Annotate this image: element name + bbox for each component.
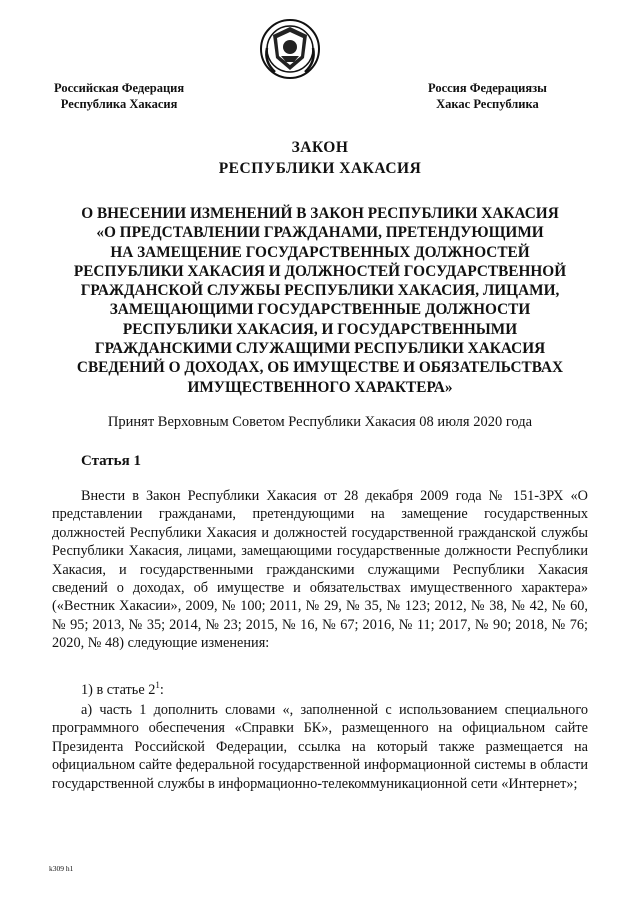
- item-1: [81, 681, 164, 699]
- item-1-colon: :: [159, 682, 164, 698]
- republic-name-ru: Республика Хакасия: [60, 97, 178, 111]
- country-name-ru: Российская Федерация: [54, 81, 185, 95]
- header-right: [428, 80, 547, 112]
- adoption-note: Принят Верховным Советом Республики Хакасия 08 июля 2020 года: [107, 414, 533, 430]
- subject-line: ИМУЩЕСТВЕННОГО ХАРАКТЕРА»: [187, 378, 453, 396]
- law-title: [0, 137, 640, 179]
- subject-line: НА ЗАМЕЩЕНИЕ ГОСУДАРСТВЕННЫХ ДОЛЖНОСТЕЙ: [110, 243, 530, 261]
- subitem-a: а) часть 1 дополнить словами «, заполненной с использованием специального программного обеспечения «Справки БК», размещенного на официальном сайте Президента Российской Федерации, ссылка на который также размещается на официальном сайте федеральной государственной информационной системы в области государственной службы в информационно-телекоммуникационной сети «Интернет»;: [52, 702, 588, 792]
- coat-of-arms-icon: [259, 18, 321, 80]
- subject-line: О ВНЕСЕНИИ ИЗМЕНЕНИЙ В ЗАКОН РЕСПУБЛИКИ ХАКАСИЯ: [81, 205, 559, 222]
- subject-line: РЕСПУБЛИКИ ХАКАСИЯ, И ГОСУДАРСТВЕННЫМИ: [122, 320, 518, 338]
- law-title-line: РЕСПУБЛИКИ ХАКАСИЯ: [218, 160, 422, 177]
- item-1-text: 1) в статье 2: [81, 682, 156, 698]
- subject-line: ГРАЖДАНСКОЙ СЛУЖБЫ РЕСПУБЛИКИ ХАКАСИЯ, ЛИЦАМИ,: [80, 282, 560, 300]
- header-left: [54, 80, 184, 112]
- subject-line: ЗАМЕЩАЮЩИМИ ГОСУДАРСТВЕННЫЕ ДОЛЖНОСТИ: [109, 301, 531, 319]
- country-name-kjh: Россия Федерациязы: [428, 81, 547, 95]
- subject-line: РЕСПУБЛИКИ ХАКАСИЯ И ДОЛЖНОСТЕЙ ГОСУДАРСТВЕННОЙ: [73, 262, 567, 280]
- item-1-superscript: 1: [155, 680, 160, 690]
- subject-line: ГРАЖДАНСКИМИ СЛУЖАЩИМИ РЕСПУБЛИКИ ХАКАСИЯ: [94, 340, 546, 358]
- subject-line: СВЕДЕНИЙ О ДОХОДАХ, ОБ ИМУЩЕСТВЕ И ОБЯЗАТЕЛЬСТВАХ: [76, 359, 564, 377]
- republic-name-kjh: Хакас Республика: [436, 97, 539, 111]
- article-paragraph: Внести в Закон Республики Хакасия от 28 декабря 2009 года № 151-ЗРХ «О представлении гражданами, претендующими на замещение государственных должностей Республики Хакасия и должностей государственной гражданской службы Республики Хакасия, лицами, замещающими государственные должности Республики Хакасия, и государственными гражданскими служащими Республики Хакасия сведений о доходах, об имуществе и обязательствах имущественного характера» («Вестник Хакасии», 2009, № 100; 2011, № 29, № 35, № 123; 2012, № 38, № 42, № 60, № 95; 2013, № 35; 2014, № 23; 2015, № 16, № 67; 2016, № 11; 2017, № 90; 2018, № 76; 2020, № 48) следующие изменения:: [52, 488, 588, 652]
- law-subject: [54, 204, 586, 397]
- document-code: k309 h1: [49, 864, 74, 873]
- law-title-line: ЗАКОН: [291, 139, 349, 156]
- article-heading: Статья 1: [81, 453, 141, 469]
- subject-line: «О ПРЕДСТАВЛЕНИИ ГРАЖДАНАМИ, ПРЕТЕНДУЮЩИМИ: [96, 224, 544, 242]
